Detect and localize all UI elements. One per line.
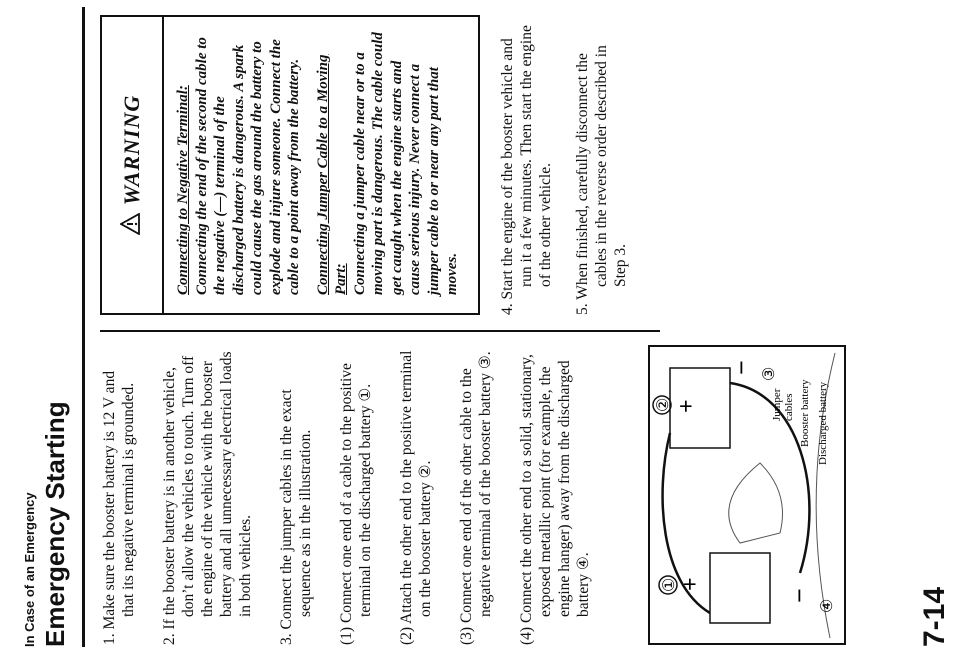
warning-text: Connecting a jumper cable near or to a moving part is dangerous. The cable could get caught when the engine starts and cause serious injury. Never connect a jumper cable to or near any part that moves. <box>351 32 460 295</box>
callout-1: ① <box>661 577 678 592</box>
instructions-column-left <box>100 345 615 645</box>
booster-battery-label: Booster battery <box>799 379 811 447</box>
warning-text: Connecting the end of the second cable to the negative (—) terminal of the discharged battery is dangerous. A spark could cause the gas around the battery to explode and injure someone. Connect the cable to a point away from the battery. <box>193 37 302 295</box>
substep-4 <box>517 345 593 645</box>
step-text: If the booster battery is in another vehicle, don’t allow the vehicles to touch. Turn off the engine of the vehicle with the booster battery and all unnecessary electrical loads in both vehicles. <box>161 351 254 630</box>
cables-label: cables <box>783 393 795 421</box>
plus-terminal-discharged: + <box>678 577 704 591</box>
substep-text: Attach the other end to the positive terminal on the booster battery ②. <box>398 350 434 624</box>
substep-number: (1) <box>338 626 355 645</box>
warning-body <box>164 17 462 313</box>
step-number: 1. <box>101 633 118 645</box>
plus-terminal-booster: + <box>674 399 700 413</box>
step-number: 2. <box>161 633 178 645</box>
substep-text: Connect the other end to a solid, stationary, exposed metallic point (for example, the engine hanger) away from the discharged battery ④. <box>518 354 592 624</box>
section-label: In Case of an Emergency <box>22 492 37 647</box>
substep-number: (2) <box>398 626 415 645</box>
instructions-column-right <box>498 15 648 315</box>
minus-terminal-booster: − <box>727 360 756 375</box>
page-number: 7-14 <box>918 586 951 647</box>
title-rule <box>82 7 85 647</box>
step-text: Make sure the booster battery is 12 V and that its negative terminal is grounded. <box>101 370 137 630</box>
step-number: 4. <box>499 303 516 315</box>
step-5 <box>573 15 630 315</box>
warning-heading: Connecting Jumper Cable to a Moving Part: <box>314 54 349 295</box>
step-number: 3. <box>278 633 295 645</box>
callout-2: ② <box>655 397 672 412</box>
warning-item-moving-part <box>314 27 462 295</box>
substep-3 <box>457 345 495 645</box>
callout-4: ④ <box>819 598 836 613</box>
warning-title: WARNING <box>119 94 144 206</box>
illustration-svg <box>650 347 844 643</box>
jumper-label: Jumper <box>771 388 783 421</box>
minus-ground-point: − <box>785 588 814 603</box>
callout-3: ③ <box>761 366 778 381</box>
page-title: Emergency Starting <box>40 401 70 647</box>
discharged-battery-shape <box>710 553 770 623</box>
substep-number: (3) <box>458 626 475 645</box>
step-1 <box>100 345 138 645</box>
warning-header <box>102 17 164 313</box>
jump-start-illustration <box>648 345 846 645</box>
engine-outline <box>729 463 783 543</box>
substep-text: Connect one end of a cable to the positive terminal on the discharged battery ①. <box>338 363 374 624</box>
step-3 <box>277 345 315 645</box>
step-4 <box>498 15 555 315</box>
warning-box <box>100 15 480 315</box>
substep-number: (4) <box>518 626 535 645</box>
substep-1 <box>337 345 375 645</box>
substep-text: Connect one end of the other cable to the negative terminal of the booster battery ③. <box>458 351 494 624</box>
step-number: 5. <box>574 303 591 315</box>
step-text: Connect the jumper cables in the exact sequence as in the illustration. <box>278 389 314 630</box>
step-text: Start the engine of the booster vehicle and run it a few minutes. Then start the engine of the other vehicle. <box>499 25 554 300</box>
discharged-battery-label: Discharged battery <box>817 381 829 465</box>
warning-triangle-icon <box>120 213 145 235</box>
warning-item-negative-terminal <box>174 27 304 295</box>
column-divider <box>100 330 660 332</box>
step-text: When finished, carefully disconnect the cables in the reverse order described in Step 3. <box>574 45 629 300</box>
negative-cable <box>730 383 809 573</box>
warning-heading: Connecting to Negative Terminal: <box>175 85 191 295</box>
substep-2 <box>397 345 435 645</box>
step-2 <box>160 345 255 645</box>
